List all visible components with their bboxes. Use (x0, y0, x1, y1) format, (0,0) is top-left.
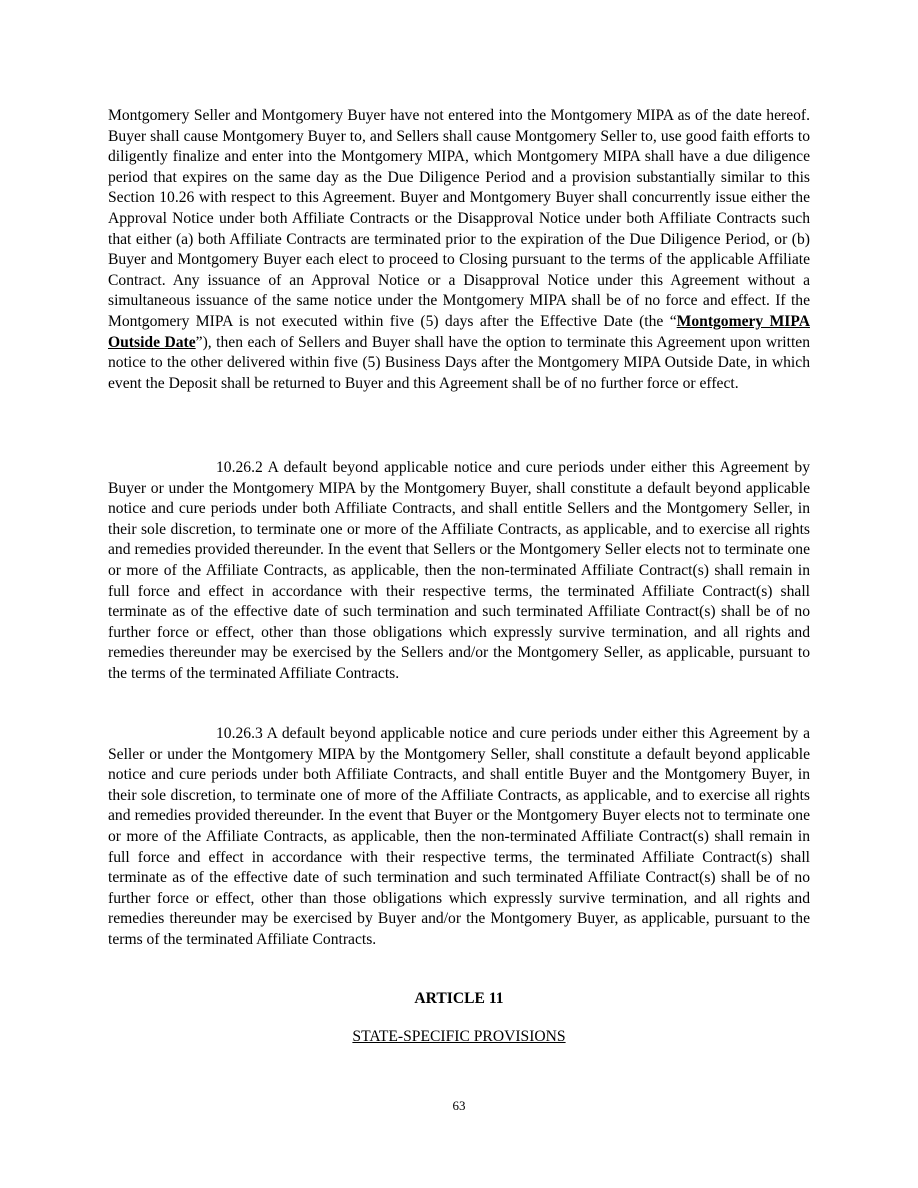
paragraph-1-text-end: ”), then each of Sellers and Buyer shall have the option to terminate this Agreement upon written notice to the other delivered within five (5) Business Days after the Montgomery MIPA Outside Date, in which event the Deposit shall be returned to Buyer and this Agreement shall be of no further force or effect. (108, 333, 811, 392)
section-10-26-3-text: A default beyond applicable notice and cure periods under either this Agreement by a Seller or under the Montgomery MIPA by the Montgomery Seller, shall constitute a default beyond applicable notice and cure periods under both Affiliate Contracts, and shall entitle Buyer and the Montgomery Buyer, in their sole discretion, to terminate one of more of the Affiliate Contracts, as applicable, and to exercise all rights and remedies provided thereunder. In the event that Buyer or the Montgomery Buyer elects not to terminate one or more of the Affiliate Contracts, as applicable, then the non-terminated Affiliate Contract(s) shall remain in full force and effect in accordance with their respective terms, the terminated Affiliate Contract(s) shall terminate as of the effective date of such termination and such terminated Affiliate Contract(s) shall be of no further force or effect, other than those obligations which expressly survive termination, and all rights and remedies thereunder may be exercised by Buyer and/or the Montgomery Buyer, as applicable, pursuant to the terms of the terminated Affiliate Contracts. (108, 725, 810, 948)
section-number-10-26-2: 10.26.2 (216, 459, 263, 476)
article-title-text: STATE-SPECIFIC PROVISIONS (352, 1028, 566, 1045)
section-10-26-3-paragraph (108, 724, 810, 951)
section-number-10-26-3: 10.26.3 (216, 725, 263, 742)
article-title (108, 1028, 810, 1046)
paragraph-montgomery-mipa (108, 106, 810, 394)
section-10-26-2-text: A default beyond applicable notice and cure periods under either this Agreement by Buyer or under the Montgomery MIPA by the Montgomery Buyer, shall constitute a default beyond applicable notice and cure periods under both Affiliate Contracts, and shall entitle Sellers and the Montgomery Seller, in their sole discretion, to terminate one or more of the Affiliate Contracts, as applicable, and to exercise all rights and remedies provided thereunder. In the event that Sellers or the Montgomery Seller elects not to terminate one or more of the Affiliate Contracts, as applicable, then the non-terminated Affiliate Contract(s) shall remain in full force and effect in accordance with their respective terms, the terminated Affiliate Contract(s) shall terminate as of the effective date of such termination and such terminated Affiliate Contract(s) shall be of no further force or effect, other than those obligations which expressly survive termination, and all rights and remedies thereunder may be exercised by the Sellers and/or the Montgomery Seller, as applicable, pursuant to the terms of the terminated Affiliate Contracts. (108, 459, 810, 682)
paragraph-1-text-start: Montgomery Seller and Montgomery Buyer have not entered into the Montgomery MIPA as of the date hereof. Buyer shall cause Montgomery Buyer to, and Sellers shall cause Montgomery Seller to, use good faith efforts to diligently finalize and enter into the Montgomery MIPA, which Montgomery MIPA shall have a due diligence period that expires on the same day as the Due Diligence Period and a provision substantially similar to this Section 10.26 with respect to this Agreement. Buyer and Montgomery Buyer shall concurrently issue either the Approval Notice under both Affiliate Contracts or the Disapproval Notice under both Affiliate Contracts such that either (a) both Affiliate Contracts are terminated prior to the expiration of the Due Diligence Period, or (b) Buyer and Montgomery Buyer each elect to proceed to Closing pursuant to the terms of the applicable Affiliate Contract. Any issuance of an Approval Notice or a Disapproval Notice under this Agreement without a simultaneous issuance of the same notice under the Montgomery MIPA shall be of no force and effect. If the Montgomery MIPA is not executed within five (5) days after the Effective Date (the “ (108, 107, 810, 330)
defined-term-montgomery-mipa-outside-date: Montgomery MIPA Outside Date (108, 312, 810, 351)
section-10-26-2-paragraph (108, 458, 810, 685)
article-heading: ARTICLE 11 (414, 990, 504, 1007)
page-number: 63 (452, 1098, 466, 1113)
